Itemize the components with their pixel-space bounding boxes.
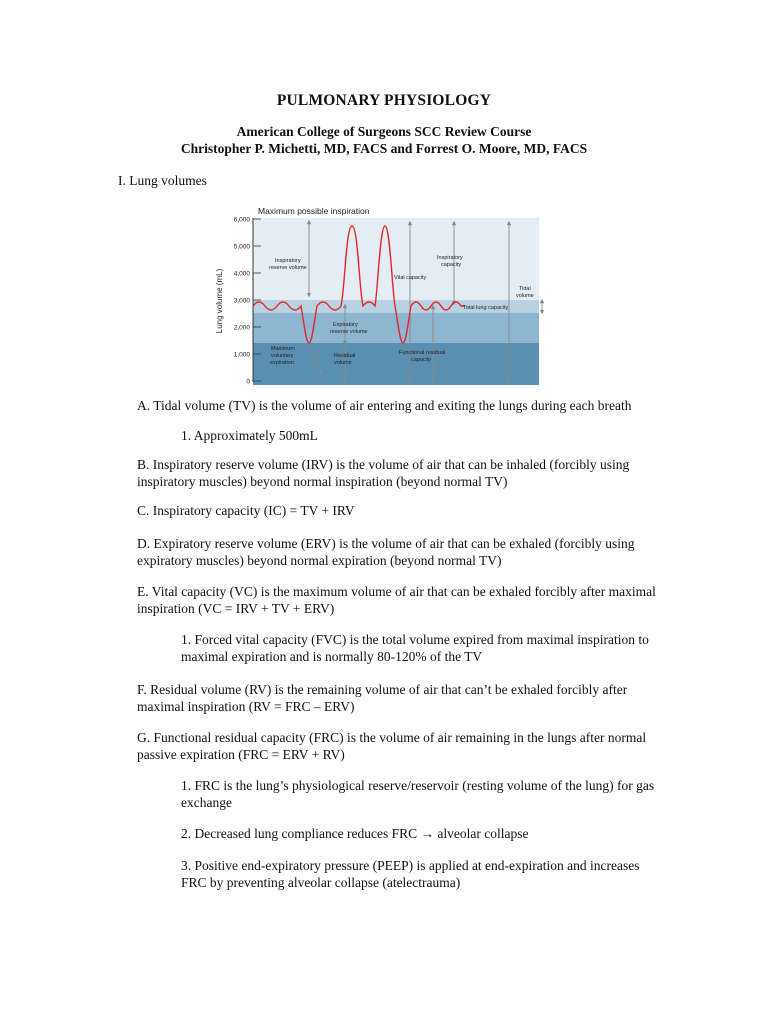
item-a: A. Tidal volume (TV) is the volume of air entering and exiting the lungs during each breath xyxy=(137,398,632,413)
item-g1: 1. FRC is the lung’s physiological reserve/reservoir (resting volume of the lung) for gas exchange xyxy=(181,778,655,810)
y-tick-label: 0 xyxy=(246,378,250,385)
irv-label: Inspiratory reserve volume xyxy=(269,258,307,271)
y-tick-label: 1,000 xyxy=(233,351,250,359)
y-tick-label: 2,000 xyxy=(233,324,250,332)
course-name: American College of Surgeons SCC Review Course xyxy=(236,124,532,139)
lung-volumes-diagram xyxy=(213,203,553,385)
tv-label: Tidal volume xyxy=(516,286,534,299)
erv-label: Expiratory reserve volume xyxy=(330,322,368,335)
section-heading: I. Lung volumes xyxy=(118,173,207,188)
tlc-label: Total lung capacity xyxy=(463,305,509,311)
item-b: B. Inspiratory reserve volume (IRV) is the volume of air that can be inhaled (forcibly using inspiratory muscles) beyond normal inspiration (beyond normal TV) xyxy=(137,457,630,489)
y-tick-label: 3,000 xyxy=(233,297,250,305)
mve-label: Maximum voluntary expiration xyxy=(270,346,295,366)
item-a1: 1. Approximately 500mL xyxy=(181,428,318,443)
item-g: G. Functional residual capacity (FRC) is the volume of air remaining in the lungs after normal passive expiration (FRC = ERV + RV) xyxy=(137,730,647,762)
item-e: E. Vital capacity (VC) is the maximum volume of air that can be exhaled forcibly after maximal inspiration (VC = IRV + TV + ERV) xyxy=(137,584,656,616)
y-tick-label: 5,000 xyxy=(233,243,250,251)
frc-label: Functional residual capacity xyxy=(399,350,446,363)
y-axis-label: Lung volume (mL) xyxy=(215,268,224,334)
item-g3: 3. Positive end-expiratory pressure (PEEP) is applied at end-expiration and increases FRC by preventing alveolar collapse (atelectrauma) xyxy=(181,858,640,890)
y-tick-label: 6,000 xyxy=(233,216,250,224)
item-c: C. Inspiratory capacity (IC) = TV + IRV xyxy=(137,503,355,518)
authors: Christopher P. Michetti, MD, FACS and Forrest O. Moore, MD, FACS xyxy=(180,141,588,156)
vc-label: Vital capacity xyxy=(394,275,427,281)
diagram-title: Maximum possible inspiration xyxy=(258,206,370,216)
item-d: D. Expiratory reserve volume (ERV) is the volume of air that can be exhaled (forcibly using expiratory muscles) beyond normal expiration (beyond normal TV) xyxy=(137,536,635,568)
item-e1: 1. Forced vital capacity (FVC) is the total volume expired from maximal inspiration to maximal expiration and is normally 80-120% of the TV xyxy=(181,632,649,664)
item-f: F. Residual volume (RV) is the remaining volume of air that can’t be exhaled forcibly after maximal inspiration (RV = FRC – ERV) xyxy=(137,682,628,714)
ic-label: Inspiratory capacity xyxy=(437,255,463,268)
expiratory-band xyxy=(253,313,539,343)
lung-volumes-figure xyxy=(213,203,553,385)
y-tick-label: 4,000 xyxy=(233,270,250,278)
item-g2: 2. Decreased lung compliance reduces FRC → alveolar collapse xyxy=(181,826,529,841)
document-title: PULMONARY PHYSIOLOGY xyxy=(276,92,492,109)
rv-label: Residual volume xyxy=(334,353,356,366)
